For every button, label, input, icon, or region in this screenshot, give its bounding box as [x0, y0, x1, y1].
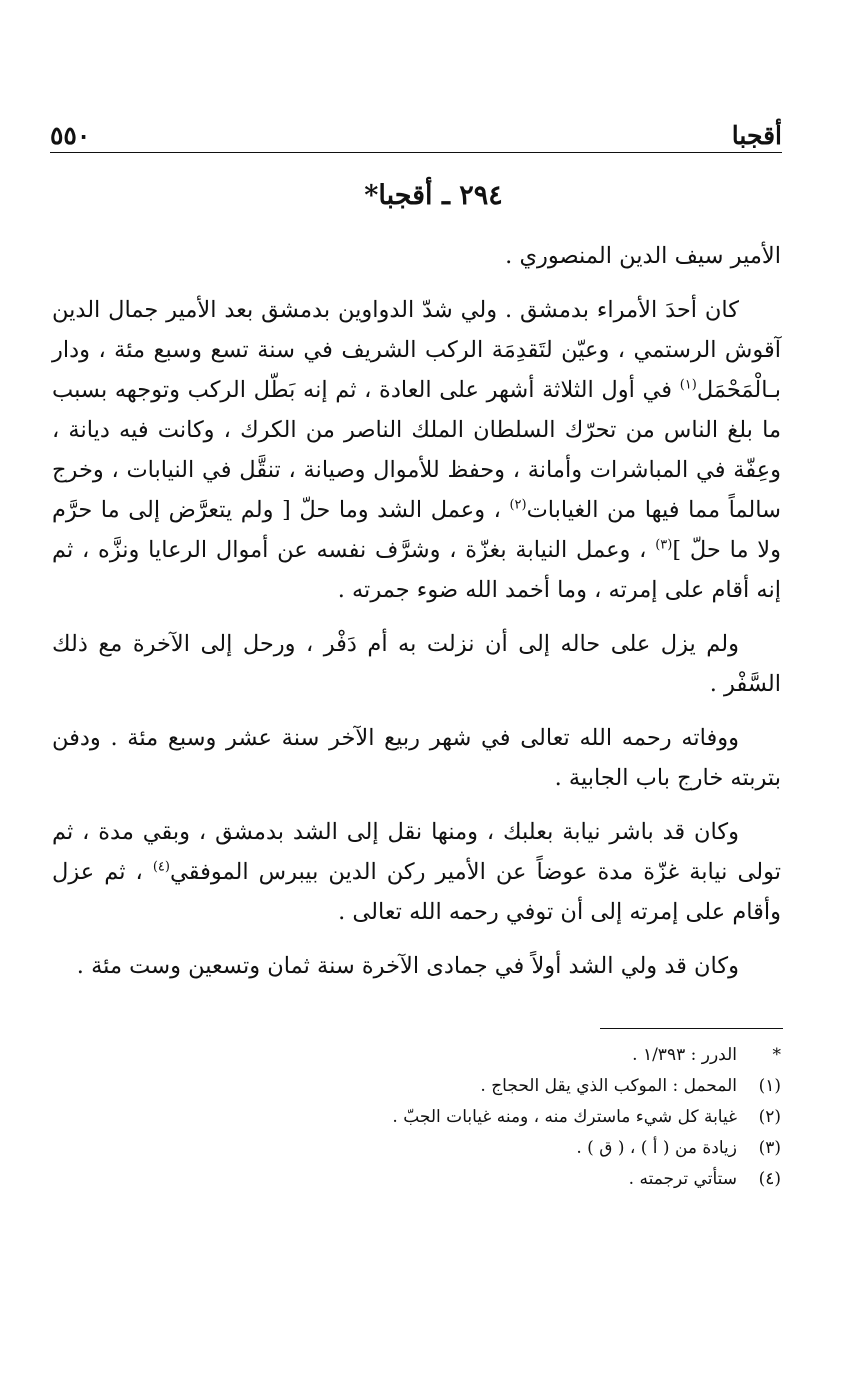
footnote-item [150, 1102, 781, 1133]
footnote-mark: (٣) [758, 1138, 781, 1158]
footnote-ref-4: (٤) [152, 859, 170, 875]
paragraph-1-part-a: كان أحدَ الأمراء بدمشق . ولي شدّ الدواوين بدمشق بعد الأمير جمال الدين آقوش الرستمي ، وعيّن لتَقدِمَة الركب الشريف في سنة تسع وسبع مئة ، ودار بـالْمَحْمَل [52, 297, 781, 403]
footnote-text: غيابة كل شيء ماسترك منه ، ومنه غيابات الجبّ . [392, 1107, 737, 1127]
paragraph-1 [52, 290, 781, 610]
paragraph-2: ولم يزل على حاله إلى أن نزلت به أم دَفْر ، ورحل إلى الآخرة مع ذلك السَّفْر . [52, 631, 781, 697]
footnotes [150, 1040, 781, 1195]
footnote-text: الدرر : ١/٣٩٣ . [632, 1045, 737, 1065]
header-divider [50, 152, 782, 153]
running-title: أقجبا [731, 121, 782, 150]
footnote-ref-1: (١) [679, 377, 697, 393]
paragraph-4-part-a: وكان قد باشر نيابة بعلبك ، ومنها نقل إلى الشد بدمشق ، وبقي مدة ، ثم تولى نيابة غزّة مدة عوضاً عن الأمير ركن الدين بيبرس الموفقي [52, 819, 781, 885]
paragraph-1-part-b: في أول الثلاثة أشهر على العادة ، ثم إنه بَطّل الركب وتوجهه بسبب ما بلغ الناس من تحرّك السلطان الملك الناصر من الكرك ، وكانت فيه ديانة ، وعِفّة في المباشرات وأمانة ، وحفظ للأموال وصيانة ، تنقَّل في النيابات ، وخرج سالماً مما فيها من الغيابات [52, 377, 781, 523]
paragraph-1-part-c: ، وعمل الشد وما حلّ [ ولم يتعرَّض إلى ما حرَّم ولا ما حلّ ] [52, 497, 782, 563]
footnote-ref-3: (٣) [655, 537, 673, 553]
footnote-item [150, 1040, 781, 1071]
footnote-text: ستأتي ترجمته . [628, 1169, 737, 1189]
footnote-ref-2: (٢) [509, 497, 527, 513]
footnote-text: زيادة من ( أ ) ، ( ق ) . [576, 1138, 737, 1158]
paragraph-3: ووفاته رحمه الله تعالى في شهر ربيع الآخر سنة عشر وسبع مئة . ودفن بتربته خارج باب الجابية . [52, 725, 781, 791]
paragraph-1-part-d: ، وعمل النيابة بغزّة ، وشرَّف نفسه عن أموال الرعايا ونزَّه ، ثم إنه أقام على إمرته ، وما أخمد الله ضوء جمرته . [52, 537, 781, 603]
footnote-text: المحمل : الموكب الذي يقل الحجاج . [480, 1076, 737, 1096]
footnote-item [150, 1133, 781, 1164]
page-header [50, 105, 782, 150]
footnote-item [150, 1071, 781, 1102]
footnote-mark: * [772, 1045, 781, 1065]
page-number: ٥٥٠ [50, 121, 91, 150]
entry-body [52, 236, 781, 986]
footnote-divider [600, 1028, 783, 1029]
footnote-mark: (٤) [758, 1169, 781, 1189]
paragraph-5: وكان قد ولي الشد أولاً في جمادى الآخرة سنة ثمان وتسعين وست مئة . [76, 953, 739, 979]
entry-intro: الأمير سيف الدين المنصوري . [505, 243, 781, 269]
paragraph-4-part-b: ، ثم عزل وأقام على إمرته إلى أن توفي رحمه الله تعالى . [52, 859, 781, 925]
footnote-item [150, 1164, 781, 1195]
footnote-mark: (٢) [758, 1107, 781, 1127]
paragraph-4 [52, 812, 781, 932]
entry-title: ٢٩٤ ـ أقجبا* [364, 180, 503, 211]
footnote-mark: (١) [758, 1076, 781, 1096]
